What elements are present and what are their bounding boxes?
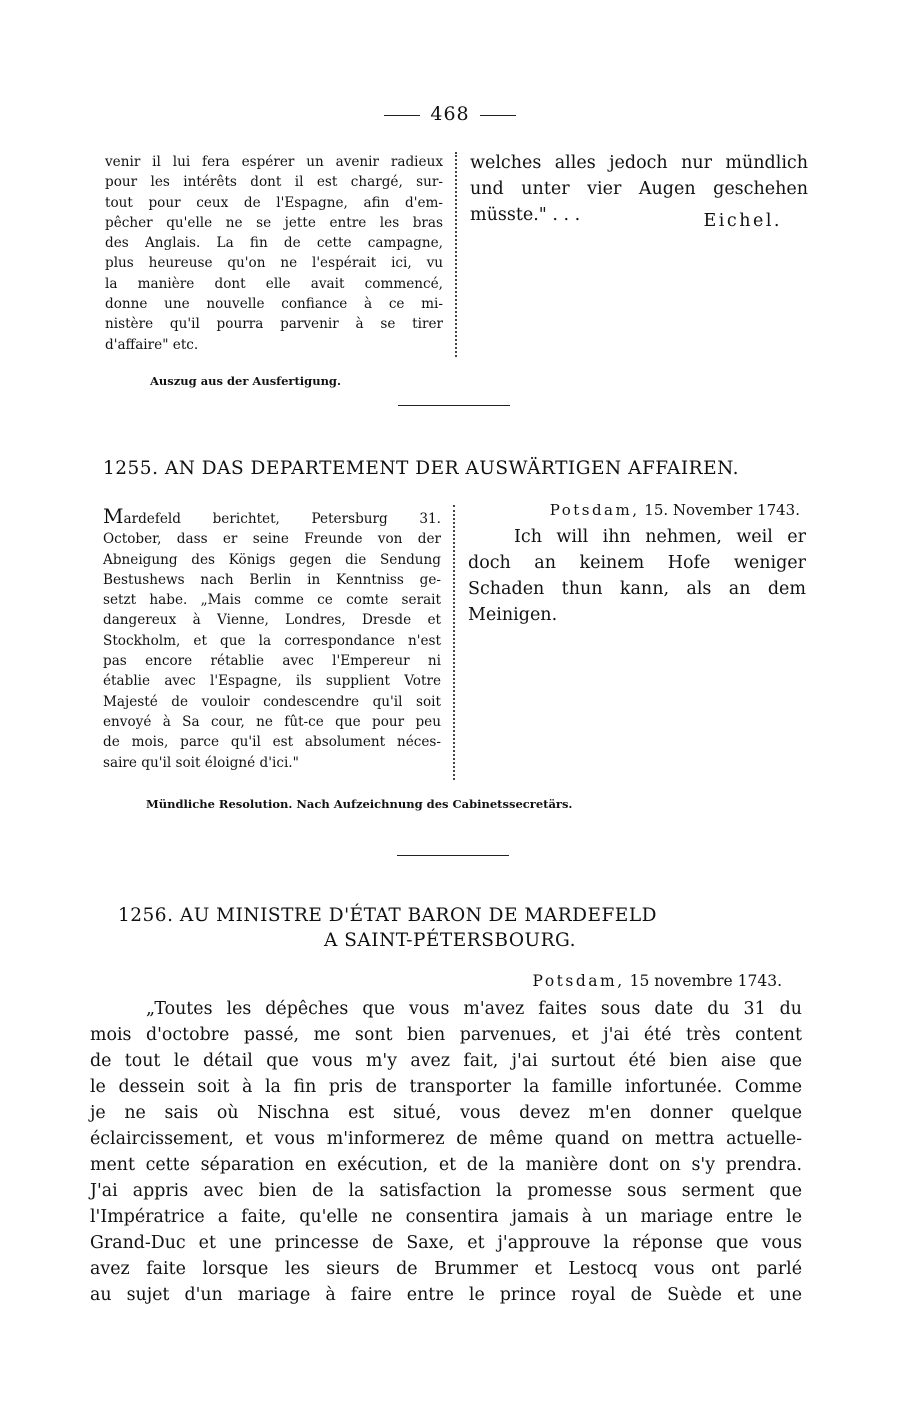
text-line: tout pour ceux de l'Espagne, afin d'em- bbox=[105, 194, 443, 211]
text-line: pêcher qu'elle ne se jette entre les bras bbox=[105, 214, 443, 231]
text-line: d'affaire" etc. bbox=[105, 336, 199, 353]
text-line: donne une nouvelle confiance à ce mi- bbox=[105, 296, 443, 313]
top-right-column bbox=[470, 150, 808, 231]
dateline bbox=[533, 972, 782, 990]
text-line: éclaircissement, et vous m'informerez de même quand on mettra actuelle- bbox=[90, 1129, 802, 1149]
column-divider bbox=[453, 505, 455, 780]
text-line: Grand-Duc et une princesse de Saxe, et j'approuve la réponse que vous bbox=[90, 1233, 802, 1253]
text-line-content: ardefeld berichtet, Petersburg 31. bbox=[123, 511, 441, 527]
section-heading: 1255. AN DAS DEPARTEMENT DER AUSWÄRTIGEN AFFAIREN. bbox=[103, 458, 740, 479]
text-line bbox=[103, 506, 441, 529]
summary-column bbox=[103, 506, 441, 773]
source-note: Auszug aus der Ausfertigung. bbox=[150, 374, 341, 388]
text-line: ment cette séparation en exécution, et de la manière dont on s'y prendra. bbox=[90, 1155, 802, 1175]
top-left-column bbox=[105, 152, 443, 355]
dateline-date: 15. November 1743. bbox=[644, 501, 800, 519]
text-line: établie avec l'Espagne, ils supplient Votre bbox=[103, 673, 441, 690]
text-line: Stockholm, et que la correspondance n'est bbox=[103, 632, 441, 649]
page-number-row bbox=[0, 103, 900, 125]
dateline-date: 15 novembre 1743. bbox=[629, 972, 782, 990]
text-line: l'Impératrice a faite, qu'elle ne consentira jamais à un mariage entre le bbox=[90, 1207, 802, 1227]
dateline bbox=[468, 500, 800, 520]
text-line: setzt habe. „Mais comme ce comte serait bbox=[103, 592, 441, 609]
drop-initial: M bbox=[103, 504, 124, 528]
text-line: Bestushews nach Berlin in Kenntniss ge- bbox=[103, 571, 441, 588]
dateline-place: Potsdam, bbox=[532, 972, 625, 990]
text-line: pour les intérêts dont il est chargé, sur- bbox=[105, 174, 443, 191]
text-line: Ich will ihn nehmen, weil er bbox=[514, 527, 806, 547]
section-heading: 1256. AU MINISTRE D'ÉTAT BARON DE MARDEFELD bbox=[118, 905, 657, 926]
text-line: nistère qu'il pourra parvenir à se tirer bbox=[105, 316, 443, 333]
resolution-column bbox=[468, 500, 806, 628]
text-line: saire qu'il soit éloigné d'ici." bbox=[103, 754, 299, 771]
text-line: le dessein soit à la fin pris de transporter la famille infortunée. Comme bbox=[90, 1077, 802, 1097]
text-line: la manière dont elle avait commencé, bbox=[105, 275, 443, 292]
text-line: J'ai appris avec bien de la satisfaction la promesse sous serment que bbox=[90, 1181, 802, 1201]
text-line-content: müsste." . . . bbox=[470, 205, 581, 225]
resolution-text bbox=[468, 524, 806, 628]
text-line: de tout le détail que vous m'y avez fait, j'ai surtout été bien aise que bbox=[90, 1051, 802, 1071]
text-line: venir il lui fera espérer un avenir radieux bbox=[105, 154, 443, 170]
text-line: Meinigen. bbox=[468, 605, 558, 625]
text-line: October, dass er seine Freunde von der bbox=[103, 531, 441, 548]
text-line: Schaden thun kann, als an dem bbox=[468, 579, 806, 599]
page-number: 468 bbox=[430, 103, 470, 125]
text-line: plus heureuse qu'on ne l'espérait ici, vu bbox=[105, 255, 443, 272]
column-divider bbox=[455, 152, 457, 357]
dateline-place: Potsdam, bbox=[549, 501, 640, 519]
text-line: au sujet d'un mariage à faire entre le prince royal de Suède et une bbox=[90, 1285, 802, 1305]
section-rule bbox=[397, 855, 509, 856]
text-line: „Toutes les dépêches que vous m'avez faites sous date du 31 du bbox=[146, 999, 802, 1019]
letter-body bbox=[90, 996, 802, 1308]
text-line: dangereux à Vienne, Londres, Dresde et bbox=[103, 612, 441, 629]
text-line: pas encore rétablie avec l'Empereur ni bbox=[103, 653, 441, 670]
dash-right bbox=[480, 115, 516, 116]
dash-left bbox=[384, 115, 420, 116]
text-line bbox=[470, 202, 808, 231]
source-note: Mündliche Resolution. Nach Aufzeichnung des Cabinetssecretärs. bbox=[146, 797, 573, 811]
text-line: des Anglais. La fin de cette campagne, bbox=[105, 235, 443, 252]
section-rule bbox=[398, 405, 510, 406]
text-line: mois d'octobre passé, me sont bien parvenues, et j'ai été très content bbox=[90, 1025, 802, 1045]
signature: Eichel. bbox=[703, 211, 782, 231]
text-line: und unter vier Augen geschehen bbox=[470, 179, 808, 199]
text-line: welches alles jedoch nur mündlich bbox=[470, 153, 808, 173]
text-line: doch an keinem Hofe weniger bbox=[468, 553, 806, 573]
text-line: Majesté de vouloir condescendre qu'il soit bbox=[103, 693, 441, 710]
section-heading-line2: A SAINT-PÉTERSBOURG. bbox=[324, 930, 576, 951]
text-line: de mois, parce qu'il est absolument néces- bbox=[103, 734, 441, 751]
text-line: Abneigung des Königs gegen die Sendung bbox=[103, 551, 441, 568]
text-line: envoyé à Sa cour, ne fût-ce que pour peu bbox=[103, 713, 441, 730]
text-line: je ne sais où Nischna est situé, vous devez m'en donner quelque bbox=[90, 1103, 802, 1123]
text-line: avez faite lorsque les sieurs de Brummer et Lestocq vous ont parlé bbox=[90, 1259, 802, 1279]
